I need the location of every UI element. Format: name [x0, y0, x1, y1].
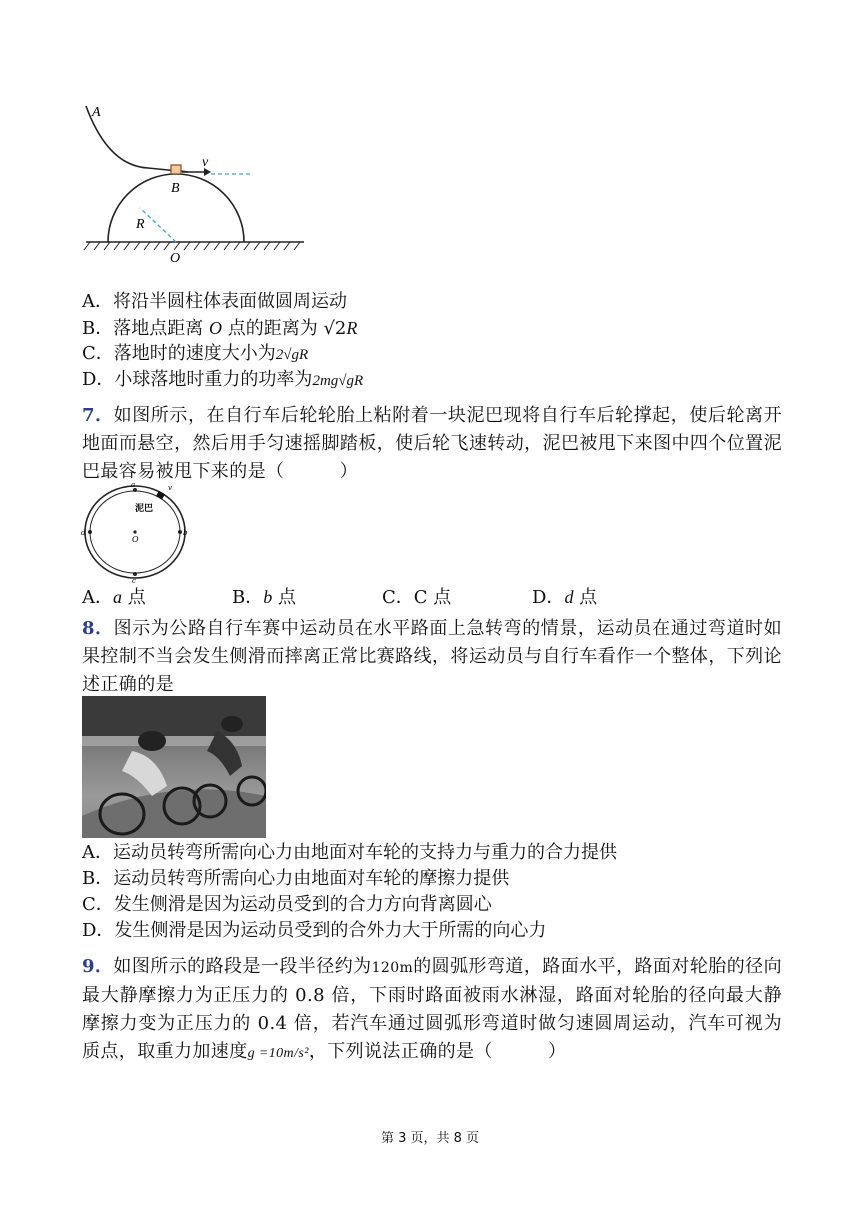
q7-option-b: [232, 585, 382, 610]
q7-option-c-var: C: [413, 587, 428, 608]
q6-option-c-value: 2√gR: [275, 347, 309, 363]
cyclists-photo: [82, 696, 266, 838]
question-9-radius: 120m: [371, 960, 414, 976]
question-9-text-3: ，下列说法正确的是（ ）: [308, 1041, 567, 1062]
question-9-text-1: 如图所示的路段是一段半径约为: [113, 956, 372, 977]
question-8: [82, 615, 782, 699]
q7-option-a: [82, 585, 232, 610]
question-8-number: 8．: [82, 618, 114, 639]
q8-option-d: D．发生侧滑是因为运动员受到的合外力大于所需的向心力: [82, 920, 547, 941]
q7-option-d-key: D．: [532, 587, 565, 608]
q7-option-d-var: d: [564, 587, 574, 607]
label-a: A: [92, 105, 101, 120]
label-b: B: [171, 181, 180, 196]
q8-option-c: C．发生侧滑是因为运动员受到的合力方向背离圆心: [82, 894, 492, 915]
label-v: v: [202, 155, 209, 170]
q6-option-b-o: O: [208, 318, 222, 338]
q6-option-b-prefix: B．落地点距离: [82, 318, 204, 339]
label-r: R: [136, 217, 145, 232]
q7-option-c-rest: 点: [427, 587, 452, 608]
q7-option-d-rest: 点: [573, 587, 598, 608]
question-8-text: 图示为公路自行车赛中运动员在水平路面上急转弯的情景，运动员在通过弯道时如果控制不当会发生侧滑而摔离正常比赛路线，将运动员与自行车看作一个整体，下列论述正确的是: [82, 618, 782, 695]
q7-option-a-key: A．: [82, 587, 113, 608]
q7-option-b-key: B．: [232, 587, 264, 608]
question-9-text-2: 的圆弧形弯道，路面水平，路面对轮胎的径向最大静摩擦力为正压力的 0.8 倍，下雨时路面被雨水淋湿，路面对轮胎的径向最大静摩擦力变为正压力的 0.4 倍，若汽车通过圆弧形弯道时做匀速圆周运动，汽车可视为质点，取重力加速度: [82, 956, 782, 1062]
q6-option-b: [82, 316, 357, 341]
question-9: [82, 953, 782, 1068]
q7-option-b-var: b: [263, 587, 273, 607]
q6-option-b-mid: 点的距离为: [227, 318, 318, 339]
q6-option-d: [82, 368, 363, 393]
question-7-number: 7．: [82, 405, 114, 426]
q7-option-c: [382, 586, 532, 610]
q7-options: [82, 585, 652, 610]
q7-option-a-var: a: [113, 587, 122, 607]
wheel-label-v: v: [168, 484, 172, 492]
q7-option-c-key: C．: [382, 587, 414, 608]
q6-option-d-value: 2mg√gR: [312, 373, 364, 389]
wheel-label-b: b: [183, 529, 188, 537]
question-7: [82, 402, 782, 486]
q7-option-a-rest: 点: [122, 587, 146, 608]
question-9-g-value: g =10m/s²: [247, 1046, 309, 1061]
wheel-label-mud: 泥巴: [135, 504, 154, 514]
cyclists-photo-art: [82, 696, 266, 838]
q6-option-b-value: √2: [323, 318, 347, 339]
wheel-label-o: O: [132, 535, 139, 544]
q6-option-c: [82, 342, 308, 367]
q7-option-d: [532, 585, 652, 610]
wheel-figure: [80, 478, 192, 584]
q7-option-b-rest: 点: [272, 587, 296, 608]
question-9-number: 9．: [82, 956, 114, 977]
question-7-text: 如图所示，在自行车后轮轮胎上粘附着一块泥巴现将自行车后轮撑起，使后轮离开地面而悬空，然后用手匀速摇脚踏板，使后轮飞速转动，泥巴被甩下来图中四个位置泥巴最容易被甩下来的是（ ）: [82, 405, 782, 482]
q6-option-a: A．将沿半圆柱体表面做圆周运动: [82, 291, 347, 312]
page-footer: 第 3 页，共 8 页: [380, 1131, 480, 1146]
q6-option-d-prefix: D．小球落地时重力的功率为: [82, 369, 313, 390]
q6-option-b-r: R: [346, 318, 358, 338]
q8-option-a: A．运动员转弯所需向心力由地面对车轮的支持力与重力的合力提供: [82, 842, 617, 863]
q8-option-b: B．运动员转弯所需向心力由地面对车轮的摩擦力提供: [82, 868, 510, 889]
wheel-label-a: a: [131, 481, 136, 489]
wheel-label-c: c: [132, 577, 136, 584]
q6-option-c-prefix: C．落地时的速度大小为: [82, 343, 276, 364]
semicircle-figure: [78, 96, 310, 266]
label-o: O: [170, 251, 181, 266]
wheel-label-d: d: [81, 529, 86, 537]
